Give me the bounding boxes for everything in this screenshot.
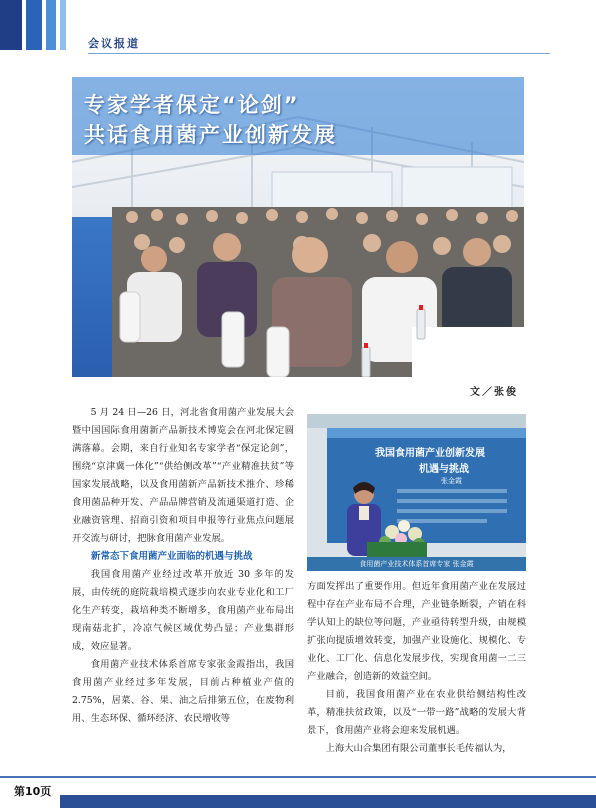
- hero-title-line2: 共话食用菌产业创新发展: [84, 123, 337, 147]
- header-block-1: [0, 0, 22, 50]
- hero-title-line1: 专家学者保定“论剑”: [84, 93, 300, 117]
- byline: 文／张俊: [470, 387, 518, 398]
- slide-speaker-name: 张金霞: [441, 477, 462, 485]
- paragraph-continued: 方面发挥出了重要作用。但近年食用菌产业在发展过程中存在产业布局不合理，产业链条断裂，产销在科学认知上的缺位等问题，产业亟待转型升级，由规模扩张向提质增效转变，加强产业设施化、规模化、专业化、工厂化、信息化发展步伐，实现食用菌一二三产业融合，创造新的效益空间。: [307, 581, 526, 682]
- paragraph-5: 上海大山合集团有限公司董事长毛传福认为，: [325, 743, 512, 754]
- header-block-4: [60, 0, 66, 50]
- footer-rule: [0, 776, 596, 778]
- paragraph-3: 食用菌产业技术体系首席专家张金霞指出，我国食用菌产业经过多年发展，目前占种植业产值的 2.75%，居菜、谷、果、油之后排第五位，在废物利用、生态环保、循环经济、农民增收等: [72, 659, 294, 724]
- slide-title-line1: 我国食用菌产业创新发展: [375, 448, 485, 459]
- header-block-2: [26, 0, 42, 50]
- paragraph-intro: 5 月 24 日—26 日，河北省食用菌产业发展大会暨中国国际食用菌新产品新技术博览会在河北保定圆满落幕。会期，来自行业知名专家学者“保定论剑”，围绕“京津冀一体化”“供给侧改革”“产业精准扶贫”等国家发展战略，以及食用菌新产品新技术推介、珍稀食用菌品种开发、产品品牌营销及流通渠道打造、企业融资管理、招商引资和项目申报等行业焦点问题展开交流与研讨，把脉食用菌产业发展。: [72, 407, 294, 544]
- paragraph-2: 我国食用菌产业经过改革开放近 30 多年的发展，由传统的庭院栽培模式逐步向农业专业化和工厂化生产转变，栽培种类不断增多，食用菌产业布局出现南菇北扩，冷凉气候区域优势凸显；产业集群形成，效应显著。: [72, 569, 294, 652]
- article-column-left: [72, 404, 294, 728]
- subheading: 新常态下食用菌产业面临的机遇与挑战: [91, 551, 253, 562]
- page-number: 第10页: [14, 785, 52, 798]
- slide-title-line2: 机遇与挑战: [419, 464, 469, 475]
- hero-photo: [72, 77, 524, 377]
- header-divider: [88, 53, 550, 54]
- header-block-3: [46, 0, 56, 50]
- photo-caption: 食用菌产业技术体系首席专家 张金霞: [307, 557, 526, 571]
- footer-color-strip: [60, 795, 596, 808]
- speaker-photo: [307, 414, 526, 571]
- article-column-right: [307, 578, 526, 758]
- section-label: 会议报道: [88, 37, 140, 50]
- paragraph-4: 目前，我国食用菌产业在农业供给侧结构性改革，精准扶贫政策，以及“一带一路”战略的发展大背景下，食用菌产业将会迎来发展机遇。: [307, 689, 526, 736]
